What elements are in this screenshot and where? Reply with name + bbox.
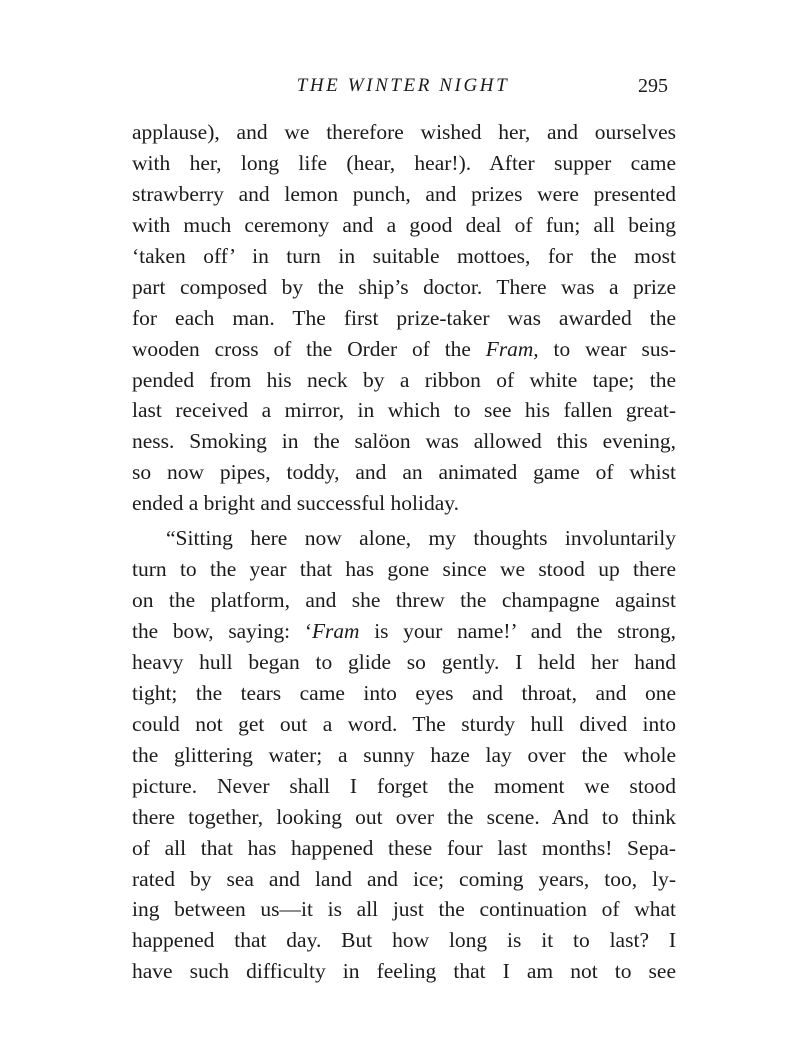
page-header bbox=[130, 72, 676, 100]
text-line: with much ceremony and a good deal of fun; all being bbox=[132, 212, 676, 237]
text-line: of all that has happened these four last months! Sepa- bbox=[132, 835, 676, 860]
text-run: to wear sus- bbox=[538, 336, 676, 361]
text-line: applause), and we therefore wished her, and ourselves bbox=[132, 120, 676, 144]
text-line: picture. Never shall I forget the moment we stood bbox=[132, 773, 676, 798]
text-line: heavy hull began to glide so gently. I held her hand bbox=[132, 649, 676, 674]
text-line: tight; the tears came into eyes and throat, and one bbox=[132, 680, 676, 705]
text-line: turn to the year that has gone since we stood up there bbox=[132, 557, 676, 582]
ship-name-italic: Fram, bbox=[485, 336, 539, 361]
text-line: strawberry and lemon punch, and prizes were presented bbox=[132, 181, 676, 206]
page-number: 295 bbox=[638, 75, 668, 97]
text-line: ended a bright and successful holiday. bbox=[132, 491, 459, 516]
text-line: with her, long life (hear, hear!). After supper came bbox=[132, 150, 676, 175]
text-run: is your name!’ and the strong, bbox=[359, 619, 676, 643]
text-line: ‘taken off’ in turn in suitable mottoes, for the most bbox=[132, 243, 676, 268]
text-line: “Sitting here now alone, my thoughts involuntarily bbox=[166, 526, 676, 551]
text-line: so now pipes, toddy, and an animated game of whist bbox=[132, 460, 676, 485]
text-line: ness. Smoking in the salöon was allowed this evening, bbox=[132, 429, 676, 454]
text-line bbox=[132, 334, 676, 365]
text-line: last received a mirror, in which to see his fallen great- bbox=[132, 398, 676, 423]
text-line: could not get out a word. The sturdy hull dived into bbox=[132, 711, 676, 736]
running-title: THE WINTER NIGHT bbox=[296, 75, 510, 96]
text-line: rated by sea and land and ice; coming years, too, ly- bbox=[132, 866, 676, 891]
text-line: there together, looking out over the scene. And to think bbox=[132, 804, 676, 829]
text-line: part composed by the ship’s doctor. There was a prize bbox=[132, 274, 676, 299]
text-line: pended from his neck by a ribbon of white tape; the bbox=[132, 367, 676, 392]
text-run: the bow, saying: ‘ bbox=[132, 619, 312, 643]
body-text bbox=[132, 117, 676, 987]
text-line: for each man. The first prize-taker was awarded the bbox=[132, 305, 676, 330]
text-line: have such difficulty in feeling that I am not to see bbox=[132, 959, 676, 984]
text-line: happened that day. But how long is it to last? I bbox=[132, 928, 676, 953]
text-run: wooden cross of the Order of the bbox=[132, 336, 486, 361]
text-line: on the platform, and she threw the champagne against bbox=[132, 588, 676, 613]
text-line: the glittering water; a sunny haze lay over the whole bbox=[132, 742, 676, 767]
text-line bbox=[132, 616, 676, 647]
text-line: ing between us—it is all just the continuation of what bbox=[132, 897, 676, 922]
ship-name-italic: Fram bbox=[311, 619, 360, 643]
